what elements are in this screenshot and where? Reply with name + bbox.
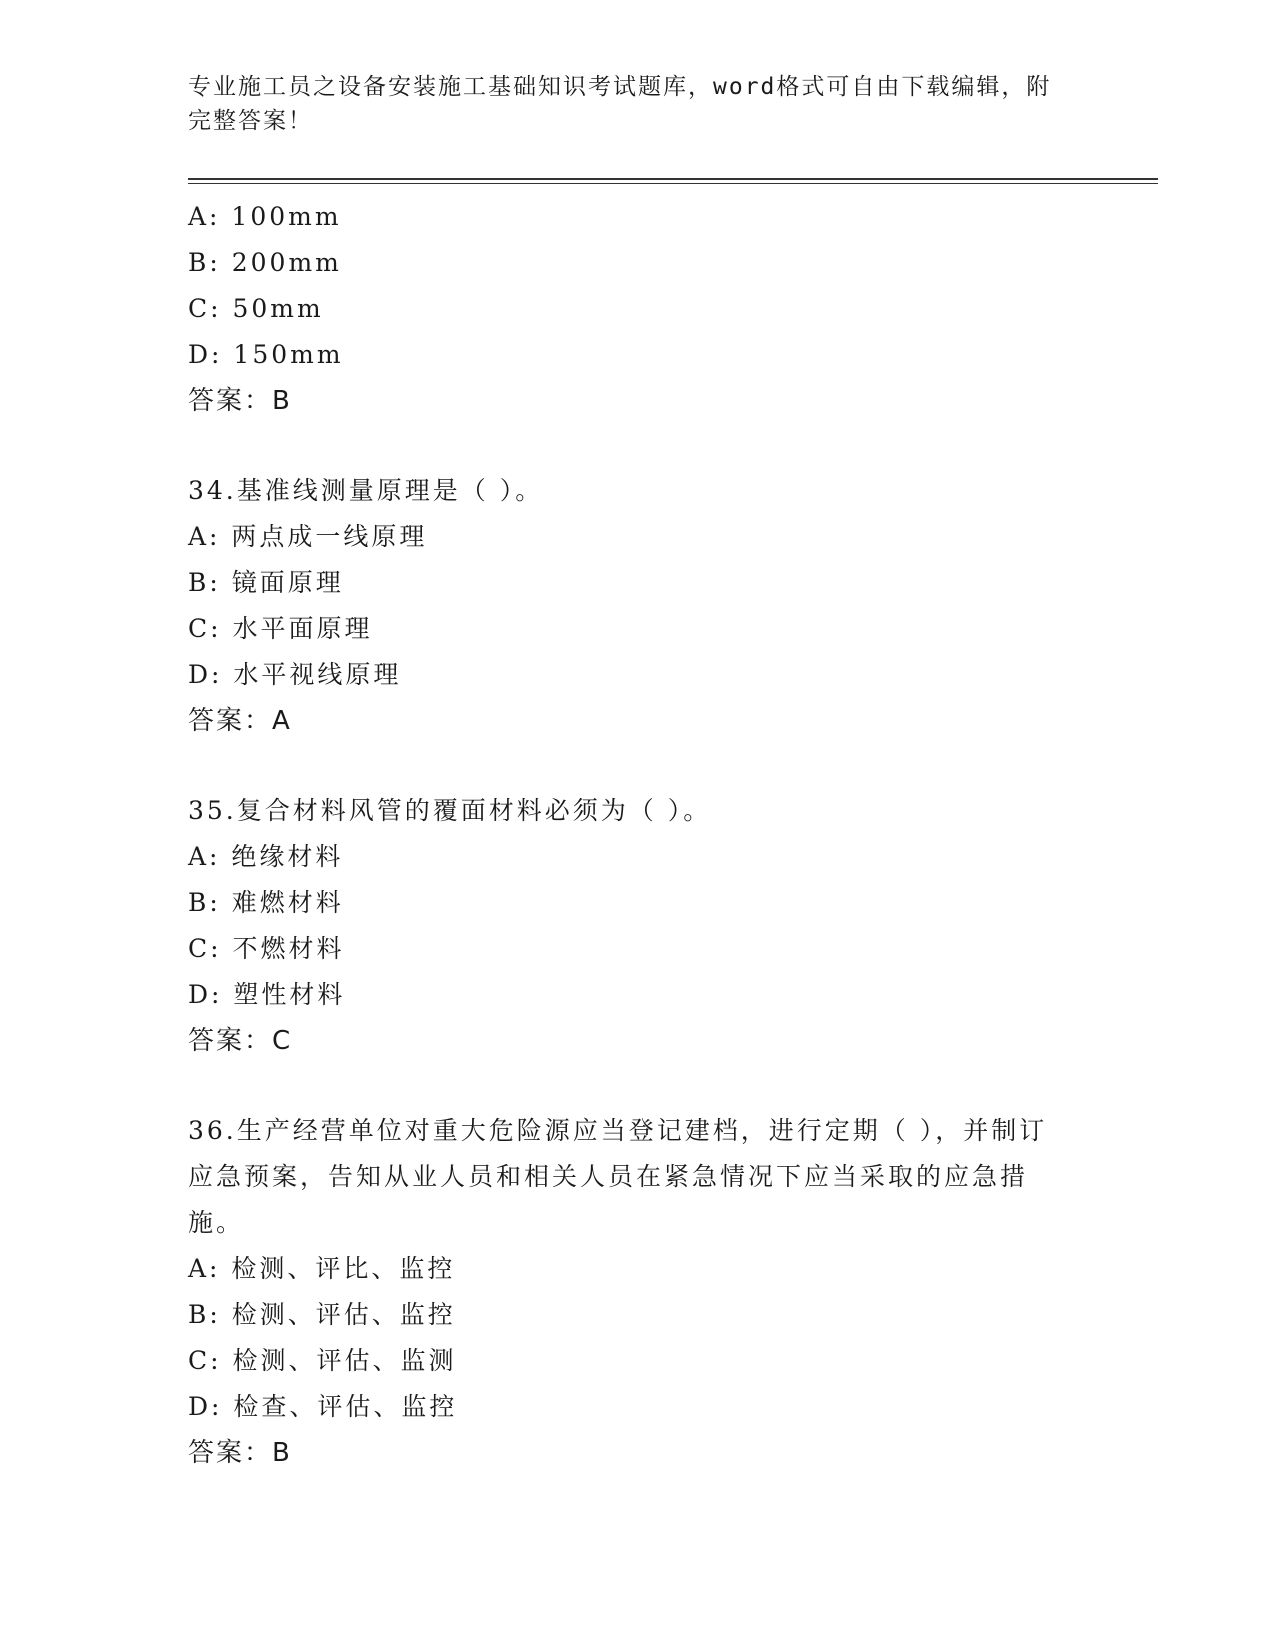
spacer	[188, 744, 1158, 788]
option-a: A: 检测、评比、监控	[188, 1254, 456, 1283]
question-stem: 35.复合材料风管的覆面材料必须为（ ）。	[188, 796, 712, 825]
option-b: B: 难燃材料	[188, 888, 344, 917]
option-c: C: 水平面原理	[188, 614, 373, 643]
question-36	[188, 1108, 1158, 1476]
option-d: D: 检查、评估、监控	[188, 1392, 458, 1421]
question-35	[188, 788, 1158, 1064]
question-stem: 36.生产经营单位对重大危险源应当登记建档，进行定期（ ），并制订应急预案，告知从业人员和相关人员在紧急情况下应当采取的应急措施。	[188, 1116, 1048, 1237]
answer-line: 答案：B	[188, 1438, 292, 1468]
spacer	[188, 1064, 1158, 1108]
spacer	[188, 424, 1158, 468]
option-d: D: 150mm	[188, 340, 344, 369]
option-d: D: 水平视线原理	[188, 660, 402, 689]
option-c: C: 不燃材料	[188, 934, 345, 963]
answer-line: 答案：B	[188, 386, 292, 416]
option-c: C: 检测、评估、监测	[188, 1346, 457, 1375]
question-stem: 34.基准线测量原理是（ ）。	[188, 476, 544, 505]
document-header: 专业施工员之设备安装施工基础知识考试题库，word格式可自由下载编辑，附完整答案！	[188, 74, 1052, 134]
header-divider	[188, 178, 1158, 184]
answer-line: 答案：C	[188, 1026, 293, 1056]
option-c: C: 50mm	[188, 294, 324, 323]
option-b: B: 检测、评估、监控	[188, 1300, 456, 1329]
question-list	[188, 194, 1158, 1476]
option-b: B: 镜面原理	[188, 568, 344, 597]
option-b: B: 200mm	[188, 248, 342, 277]
document-page	[188, 70, 1158, 1476]
answer-line: 答案：A	[188, 706, 292, 736]
option-a: A: 绝缘材料	[188, 842, 344, 871]
question-34	[188, 468, 1158, 744]
option-a: A: 两点成一线原理	[188, 522, 428, 551]
option-a: A: 100mm	[188, 202, 342, 231]
option-d: D: 塑性材料	[188, 980, 346, 1009]
question-33-continuation	[188, 194, 1158, 424]
